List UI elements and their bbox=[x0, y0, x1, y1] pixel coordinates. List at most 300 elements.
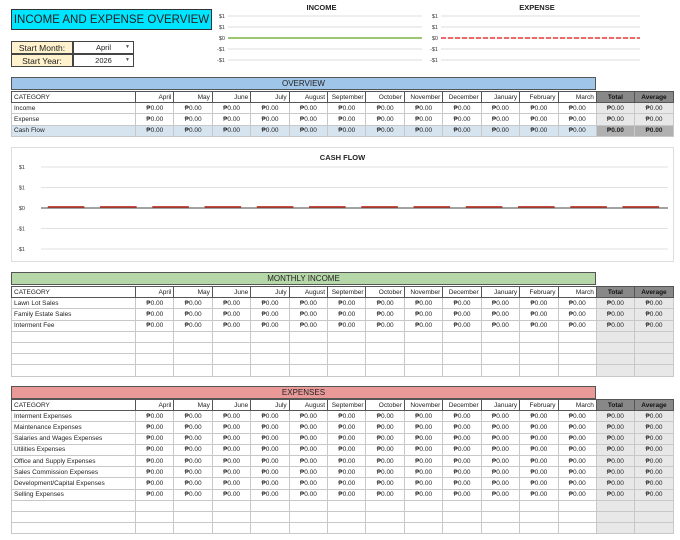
cell-value[interactable]: ₱0.00 bbox=[174, 298, 212, 309]
empty-cell[interactable] bbox=[634, 523, 673, 534]
cell-value[interactable]: ₱0.00 bbox=[289, 444, 327, 455]
empty-cell[interactable] bbox=[136, 342, 174, 353]
cell-value[interactable]: ₱0.00 bbox=[328, 478, 366, 489]
month-header: February bbox=[520, 92, 558, 103]
cell-value[interactable]: ₱0.00 bbox=[136, 125, 174, 136]
empty-cell[interactable] bbox=[404, 342, 442, 353]
empty-cell[interactable] bbox=[481, 500, 519, 511]
cell-value[interactable]: ₱0.00 bbox=[328, 411, 366, 422]
row-category[interactable]: Interment Fee bbox=[12, 320, 136, 331]
empty-cell[interactable] bbox=[596, 500, 634, 511]
empty-cell[interactable] bbox=[136, 365, 174, 376]
empty-cell[interactable] bbox=[404, 354, 442, 365]
empty-cell[interactable] bbox=[136, 511, 174, 522]
cell-value[interactable]: ₱0.00 bbox=[289, 298, 327, 309]
empty-cell[interactable] bbox=[481, 342, 519, 353]
cell-value[interactable]: ₱0.00 bbox=[136, 433, 174, 444]
cell-value[interactable]: ₱0.00 bbox=[136, 298, 174, 309]
cell-value[interactable]: ₱0.00 bbox=[558, 320, 596, 331]
cell-value[interactable]: ₱0.00 bbox=[251, 298, 289, 309]
empty-cell[interactable] bbox=[212, 511, 250, 522]
cell-value[interactable]: ₱0.00 bbox=[481, 411, 519, 422]
cell-value[interactable]: ₱0.00 bbox=[443, 298, 481, 309]
empty-cell[interactable] bbox=[289, 523, 327, 534]
empty-cell[interactable] bbox=[136, 354, 174, 365]
empty-cell[interactable] bbox=[174, 342, 212, 353]
cell-value[interactable]: ₱0.00 bbox=[212, 444, 250, 455]
empty-cell[interactable] bbox=[366, 365, 404, 376]
cell-value[interactable]: ₱0.00 bbox=[481, 309, 519, 320]
empty-cell[interactable] bbox=[289, 342, 327, 353]
cell-value[interactable]: ₱0.00 bbox=[136, 103, 174, 114]
row-category[interactable]: Development/Capital Expenses bbox=[12, 478, 136, 489]
empty-cell[interactable] bbox=[289, 511, 327, 522]
cell-value[interactable]: ₱0.00 bbox=[481, 489, 519, 500]
empty-cell[interactable] bbox=[366, 342, 404, 353]
cell-value[interactable]: ₱0.00 bbox=[251, 411, 289, 422]
cell-value[interactable]: ₱0.00 bbox=[212, 489, 250, 500]
start-month-select[interactable] bbox=[73, 41, 134, 54]
cell-value[interactable]: ₱0.00 bbox=[174, 444, 212, 455]
empty-cell[interactable] bbox=[366, 511, 404, 522]
cell-value[interactable]: ₱0.00 bbox=[251, 125, 289, 136]
empty-cell[interactable] bbox=[520, 511, 558, 522]
cell-value[interactable]: ₱0.00 bbox=[212, 467, 250, 478]
cell-value[interactable]: ₱0.00 bbox=[558, 455, 596, 466]
cell-value[interactable]: ₱0.00 bbox=[174, 489, 212, 500]
cell-value[interactable]: ₱0.00 bbox=[289, 125, 327, 136]
empty-cell[interactable] bbox=[634, 500, 673, 511]
row-category[interactable]: Lawn Lot Sales bbox=[12, 298, 136, 309]
cell-value[interactable]: ₱0.00 bbox=[443, 433, 481, 444]
cell-value[interactable]: ₱0.00 bbox=[520, 103, 558, 114]
empty-row bbox=[12, 500, 674, 511]
cell-value[interactable]: ₱0.00 bbox=[520, 489, 558, 500]
cell-value[interactable]: ₱0.00 bbox=[366, 478, 404, 489]
empty-cell[interactable] bbox=[12, 354, 136, 365]
empty-cell[interactable] bbox=[328, 342, 366, 353]
row-category[interactable]: Sales Commission Expenses bbox=[12, 467, 136, 478]
cell-value[interactable]: ₱0.00 bbox=[558, 411, 596, 422]
cell-value[interactable]: ₱0.00 bbox=[251, 114, 289, 125]
row-category[interactable]: Interment Expenses bbox=[12, 411, 136, 422]
monthly-income-section-title bbox=[11, 272, 596, 285]
cell-value[interactable]: ₱0.00 bbox=[520, 444, 558, 455]
row-category[interactable]: Office and Supply Expenses bbox=[12, 455, 136, 466]
empty-cell[interactable] bbox=[596, 331, 634, 342]
empty-cell[interactable] bbox=[443, 342, 481, 353]
empty-cell[interactable] bbox=[251, 342, 289, 353]
cell-value[interactable]: ₱0.00 bbox=[481, 320, 519, 331]
empty-cell[interactable] bbox=[174, 523, 212, 534]
empty-cell[interactable] bbox=[481, 511, 519, 522]
cell-value[interactable]: ₱0.00 bbox=[212, 309, 250, 320]
cell-value[interactable]: ₱0.00 bbox=[328, 467, 366, 478]
cell-value[interactable]: ₱0.00 bbox=[136, 114, 174, 125]
cell-value[interactable]: ₱0.00 bbox=[251, 444, 289, 455]
cell-value[interactable]: ₱0.00 bbox=[443, 114, 481, 125]
cell-value[interactable]: ₱0.00 bbox=[520, 125, 558, 136]
empty-cell[interactable] bbox=[443, 354, 481, 365]
empty-cell[interactable] bbox=[212, 365, 250, 376]
cell-value[interactable]: ₱0.00 bbox=[251, 455, 289, 466]
row-total: ₱0.00 bbox=[596, 411, 634, 422]
empty-cell[interactable] bbox=[12, 511, 136, 522]
empty-cell[interactable] bbox=[520, 365, 558, 376]
cell-value[interactable]: ₱0.00 bbox=[404, 433, 442, 444]
cell-value[interactable]: ₱0.00 bbox=[558, 422, 596, 433]
month-header: December bbox=[443, 400, 481, 411]
empty-cell[interactable] bbox=[558, 342, 596, 353]
cell-value[interactable]: ₱0.00 bbox=[174, 467, 212, 478]
cell-value[interactable]: ₱0.00 bbox=[443, 489, 481, 500]
cell-value[interactable]: ₱0.00 bbox=[174, 433, 212, 444]
cell-value[interactable]: ₱0.00 bbox=[136, 411, 174, 422]
cell-value[interactable]: ₱0.00 bbox=[558, 489, 596, 500]
empty-cell[interactable] bbox=[12, 342, 136, 353]
cell-value[interactable]: ₱0.00 bbox=[328, 103, 366, 114]
cell-value[interactable]: ₱0.00 bbox=[558, 467, 596, 478]
cell-value[interactable]: ₱0.00 bbox=[366, 103, 404, 114]
cell-value[interactable]: ₱0.00 bbox=[520, 411, 558, 422]
cell-value[interactable]: ₱0.00 bbox=[174, 114, 212, 125]
empty-cell[interactable] bbox=[443, 365, 481, 376]
empty-cell[interactable] bbox=[251, 523, 289, 534]
cell-value[interactable]: ₱0.00 bbox=[136, 467, 174, 478]
empty-cell[interactable] bbox=[558, 365, 596, 376]
cell-value[interactable]: ₱0.00 bbox=[212, 433, 250, 444]
cell-value[interactable]: ₱0.00 bbox=[328, 489, 366, 500]
cell-value[interactable]: ₱0.00 bbox=[289, 478, 327, 489]
empty-cell[interactable] bbox=[404, 500, 442, 511]
cell-value[interactable]: ₱0.00 bbox=[289, 422, 327, 433]
cell-value[interactable]: ₱0.00 bbox=[481, 125, 519, 136]
cell-value[interactable]: ₱0.00 bbox=[481, 114, 519, 125]
empty-cell[interactable] bbox=[136, 500, 174, 511]
empty-cell[interactable] bbox=[366, 331, 404, 342]
cell-value[interactable]: ₱0.00 bbox=[520, 114, 558, 125]
cell-value[interactable]: ₱0.00 bbox=[520, 422, 558, 433]
cell-value[interactable]: ₱0.00 bbox=[520, 467, 558, 478]
cell-value[interactable]: ₱0.00 bbox=[404, 455, 442, 466]
empty-cell[interactable] bbox=[212, 500, 250, 511]
start-year-select[interactable] bbox=[73, 54, 134, 67]
cell-value[interactable]: ₱0.00 bbox=[443, 411, 481, 422]
cell-value[interactable]: ₱0.00 bbox=[328, 444, 366, 455]
empty-cell[interactable] bbox=[596, 365, 634, 376]
cell-value[interactable]: ₱0.00 bbox=[212, 320, 250, 331]
empty-cell[interactable] bbox=[174, 354, 212, 365]
empty-cell[interactable] bbox=[481, 523, 519, 534]
cell-value[interactable]: ₱0.00 bbox=[289, 114, 327, 125]
empty-cell[interactable] bbox=[520, 523, 558, 534]
cell-value[interactable]: ₱0.00 bbox=[366, 125, 404, 136]
cell-value[interactable]: ₱0.00 bbox=[558, 114, 596, 125]
cell-value[interactable]: ₱0.00 bbox=[174, 103, 212, 114]
cell-value[interactable]: ₱0.00 bbox=[136, 320, 174, 331]
empty-cell[interactable] bbox=[481, 354, 519, 365]
cell-value[interactable]: ₱0.00 bbox=[404, 411, 442, 422]
empty-cell[interactable] bbox=[520, 500, 558, 511]
empty-cell[interactable] bbox=[558, 354, 596, 365]
cell-value[interactable]: ₱0.00 bbox=[212, 114, 250, 125]
empty-cell[interactable] bbox=[289, 500, 327, 511]
cell-value[interactable]: ₱0.00 bbox=[366, 433, 404, 444]
empty-cell[interactable] bbox=[366, 354, 404, 365]
cell-value[interactable]: ₱0.00 bbox=[404, 114, 442, 125]
empty-cell[interactable] bbox=[443, 500, 481, 511]
table-row bbox=[12, 411, 674, 422]
empty-cell[interactable] bbox=[558, 523, 596, 534]
empty-cell[interactable] bbox=[174, 331, 212, 342]
cell-value[interactable]: ₱0.00 bbox=[289, 455, 327, 466]
cell-value[interactable]: ₱0.00 bbox=[443, 455, 481, 466]
cell-value[interactable]: ₱0.00 bbox=[404, 125, 442, 136]
cell-value[interactable]: ₱0.00 bbox=[328, 114, 366, 125]
cell-value[interactable]: ₱0.00 bbox=[136, 422, 174, 433]
cell-value[interactable]: ₱0.00 bbox=[404, 309, 442, 320]
cell-value[interactable]: ₱0.00 bbox=[520, 309, 558, 320]
empty-cell[interactable] bbox=[251, 331, 289, 342]
cell-value[interactable]: ₱0.00 bbox=[328, 320, 366, 331]
empty-cell[interactable] bbox=[520, 354, 558, 365]
cell-value[interactable]: ₱0.00 bbox=[251, 422, 289, 433]
cell-value[interactable]: ₱0.00 bbox=[443, 444, 481, 455]
empty-cell[interactable] bbox=[289, 331, 327, 342]
cell-value[interactable]: ₱0.00 bbox=[174, 125, 212, 136]
cell-value[interactable]: ₱0.00 bbox=[520, 455, 558, 466]
cell-value[interactable]: ₱0.00 bbox=[404, 489, 442, 500]
cell-value[interactable]: ₱0.00 bbox=[174, 320, 212, 331]
empty-cell[interactable] bbox=[404, 331, 442, 342]
empty-cell[interactable] bbox=[212, 354, 250, 365]
month-header: September bbox=[328, 92, 366, 103]
cell-value[interactable]: ₱0.00 bbox=[520, 298, 558, 309]
row-category[interactable]: Expense bbox=[12, 114, 136, 125]
cell-value[interactable]: ₱0.00 bbox=[328, 298, 366, 309]
empty-cell[interactable] bbox=[212, 523, 250, 534]
cell-value[interactable]: ₱0.00 bbox=[481, 455, 519, 466]
cell-value[interactable]: ₱0.00 bbox=[520, 320, 558, 331]
cell-value[interactable]: ₱0.00 bbox=[366, 455, 404, 466]
cell-value[interactable]: ₱0.00 bbox=[251, 489, 289, 500]
empty-cell[interactable] bbox=[251, 354, 289, 365]
cell-value[interactable]: ₱0.00 bbox=[443, 103, 481, 114]
cell-value[interactable]: ₱0.00 bbox=[366, 444, 404, 455]
cell-value[interactable]: ₱0.00 bbox=[136, 309, 174, 320]
cell-value[interactable]: ₱0.00 bbox=[558, 478, 596, 489]
cell-value[interactable]: ₱0.00 bbox=[558, 298, 596, 309]
cell-value[interactable]: ₱0.00 bbox=[366, 467, 404, 478]
empty-cell[interactable] bbox=[596, 511, 634, 522]
empty-cell[interactable] bbox=[212, 342, 250, 353]
cell-value[interactable]: ₱0.00 bbox=[212, 103, 250, 114]
empty-cell[interactable] bbox=[328, 365, 366, 376]
empty-cell[interactable] bbox=[558, 331, 596, 342]
cell-value[interactable]: ₱0.00 bbox=[520, 433, 558, 444]
empty-cell[interactable] bbox=[328, 523, 366, 534]
cell-value[interactable]: ₱0.00 bbox=[251, 433, 289, 444]
cell-value[interactable]: ₱0.00 bbox=[136, 444, 174, 455]
cell-value[interactable]: ₱0.00 bbox=[366, 298, 404, 309]
cell-value[interactable]: ₱0.00 bbox=[289, 467, 327, 478]
cell-value[interactable]: ₱0.00 bbox=[212, 455, 250, 466]
cell-value[interactable]: ₱0.00 bbox=[289, 309, 327, 320]
empty-cell[interactable] bbox=[520, 331, 558, 342]
table-row bbox=[12, 489, 674, 500]
empty-cell[interactable] bbox=[404, 365, 442, 376]
empty-cell[interactable] bbox=[596, 523, 634, 534]
empty-cell[interactable] bbox=[12, 365, 136, 376]
cell-value[interactable]: ₱0.00 bbox=[481, 433, 519, 444]
empty-cell[interactable] bbox=[634, 365, 673, 376]
cell-value[interactable]: ₱0.00 bbox=[443, 125, 481, 136]
empty-cell[interactable] bbox=[366, 523, 404, 534]
empty-cell[interactable] bbox=[596, 354, 634, 365]
cell-value[interactable]: ₱0.00 bbox=[558, 433, 596, 444]
cell-value[interactable]: ₱0.00 bbox=[443, 320, 481, 331]
empty-cell[interactable] bbox=[634, 511, 673, 522]
cell-value[interactable]: ₱0.00 bbox=[212, 298, 250, 309]
cell-value[interactable]: ₱0.00 bbox=[443, 422, 481, 433]
cell-value[interactable]: ₱0.00 bbox=[366, 320, 404, 331]
cell-value[interactable]: ₱0.00 bbox=[174, 411, 212, 422]
empty-cell[interactable] bbox=[328, 354, 366, 365]
cell-value[interactable]: ₱0.00 bbox=[328, 433, 366, 444]
cell-value[interactable]: ₱0.00 bbox=[289, 433, 327, 444]
cell-value[interactable]: ₱0.00 bbox=[328, 309, 366, 320]
cell-value[interactable]: ₱0.00 bbox=[136, 478, 174, 489]
monthly-income-table bbox=[11, 286, 674, 377]
empty-cell[interactable] bbox=[328, 500, 366, 511]
empty-cell[interactable] bbox=[289, 354, 327, 365]
cell-value[interactable]: ₱0.00 bbox=[404, 444, 442, 455]
cell-value[interactable]: ₱0.00 bbox=[328, 455, 366, 466]
cell-value[interactable]: ₱0.00 bbox=[174, 455, 212, 466]
cell-value[interactable]: ₱0.00 bbox=[481, 422, 519, 433]
empty-cell[interactable] bbox=[174, 365, 212, 376]
empty-cell[interactable] bbox=[212, 331, 250, 342]
cell-value[interactable]: ₱0.00 bbox=[558, 103, 596, 114]
cell-value[interactable]: ₱0.00 bbox=[251, 478, 289, 489]
row-category[interactable]: Salaries and Wages Expenses bbox=[12, 433, 136, 444]
cell-value[interactable]: ₱0.00 bbox=[481, 467, 519, 478]
cell-value[interactable]: ₱0.00 bbox=[289, 411, 327, 422]
cell-value[interactable]: ₱0.00 bbox=[404, 478, 442, 489]
empty-cell[interactable] bbox=[328, 331, 366, 342]
cell-value[interactable]: ₱0.00 bbox=[558, 309, 596, 320]
cell-value[interactable]: ₱0.00 bbox=[251, 467, 289, 478]
cell-value[interactable]: ₱0.00 bbox=[404, 467, 442, 478]
cell-value[interactable]: ₱0.00 bbox=[481, 478, 519, 489]
row-category[interactable]: Income bbox=[12, 103, 136, 114]
cell-value[interactable]: ₱0.00 bbox=[212, 125, 250, 136]
cell-value[interactable]: ₱0.00 bbox=[328, 422, 366, 433]
empty-cell[interactable] bbox=[12, 331, 136, 342]
empty-cell[interactable] bbox=[136, 523, 174, 534]
cell-value[interactable]: ₱0.00 bbox=[136, 489, 174, 500]
empty-cell[interactable] bbox=[596, 342, 634, 353]
cell-value[interactable]: ₱0.00 bbox=[481, 103, 519, 114]
empty-cell[interactable] bbox=[520, 342, 558, 353]
cell-value[interactable]: ₱0.00 bbox=[251, 103, 289, 114]
cell-value[interactable]: ₱0.00 bbox=[404, 103, 442, 114]
empty-cell[interactable] bbox=[558, 500, 596, 511]
cell-value[interactable]: ₱0.00 bbox=[174, 478, 212, 489]
cell-value[interactable]: ₱0.00 bbox=[212, 422, 250, 433]
month-header: July bbox=[251, 400, 289, 411]
cell-value[interactable]: ₱0.00 bbox=[328, 125, 366, 136]
cell-value[interactable]: ₱0.00 bbox=[366, 114, 404, 125]
empty-cell[interactable] bbox=[366, 500, 404, 511]
cell-value[interactable]: ₱0.00 bbox=[558, 125, 596, 136]
empty-cell[interactable] bbox=[443, 511, 481, 522]
cell-value[interactable]: ₱0.00 bbox=[481, 444, 519, 455]
empty-cell[interactable] bbox=[634, 354, 673, 365]
cell-value[interactable]: ₱0.00 bbox=[174, 309, 212, 320]
cell-value[interactable]: ₱0.00 bbox=[251, 309, 289, 320]
empty-cell[interactable] bbox=[634, 342, 673, 353]
row-category[interactable]: Maintenance Expenses bbox=[12, 422, 136, 433]
cell-value[interactable]: ₱0.00 bbox=[558, 444, 596, 455]
empty-cell[interactable] bbox=[251, 500, 289, 511]
empty-cell[interactable] bbox=[558, 511, 596, 522]
cell-value[interactable]: ₱0.00 bbox=[366, 411, 404, 422]
cell-value[interactable]: ₱0.00 bbox=[251, 320, 289, 331]
cell-value[interactable]: ₱0.00 bbox=[174, 422, 212, 433]
cell-value[interactable]: ₱0.00 bbox=[404, 298, 442, 309]
cell-value[interactable]: ₱0.00 bbox=[289, 103, 327, 114]
empty-cell[interactable] bbox=[404, 523, 442, 534]
cell-value[interactable]: ₱0.00 bbox=[443, 478, 481, 489]
row-category[interactable]: Utilities Expenses bbox=[12, 444, 136, 455]
cell-value[interactable]: ₱0.00 bbox=[289, 320, 327, 331]
row-category[interactable]: Selling Expenses bbox=[12, 489, 136, 500]
empty-cell[interactable] bbox=[12, 523, 136, 534]
cell-value[interactable]: ₱0.00 bbox=[404, 320, 442, 331]
expense-chart-tick-label: $0 bbox=[431, 36, 438, 42]
empty-cell[interactable] bbox=[12, 500, 136, 511]
empty-cell[interactable] bbox=[136, 331, 174, 342]
empty-cell[interactable] bbox=[289, 365, 327, 376]
cell-value[interactable]: ₱0.00 bbox=[443, 467, 481, 478]
row-category[interactable]: Cash Flow bbox=[12, 125, 136, 136]
cell-value[interactable]: ₱0.00 bbox=[443, 309, 481, 320]
cell-value[interactable]: ₱0.00 bbox=[136, 455, 174, 466]
empty-cell[interactable] bbox=[174, 500, 212, 511]
empty-cell[interactable] bbox=[481, 365, 519, 376]
empty-cell[interactable] bbox=[251, 365, 289, 376]
row-category[interactable]: Family Estate Sales bbox=[12, 309, 136, 320]
cell-value[interactable]: ₱0.00 bbox=[212, 411, 250, 422]
empty-cell[interactable] bbox=[328, 511, 366, 522]
empty-cell[interactable] bbox=[481, 331, 519, 342]
empty-cell[interactable] bbox=[443, 523, 481, 534]
cell-value[interactable]: ₱0.00 bbox=[212, 478, 250, 489]
cell-value[interactable]: ₱0.00 bbox=[366, 309, 404, 320]
empty-cell[interactable] bbox=[634, 331, 673, 342]
empty-cell[interactable] bbox=[174, 511, 212, 522]
cell-value[interactable]: ₱0.00 bbox=[366, 422, 404, 433]
cell-value[interactable]: ₱0.00 bbox=[366, 489, 404, 500]
empty-cell[interactable] bbox=[251, 511, 289, 522]
cell-value[interactable]: ₱0.00 bbox=[481, 298, 519, 309]
cell-value[interactable]: ₱0.00 bbox=[289, 489, 327, 500]
cell-value[interactable]: ₱0.00 bbox=[404, 422, 442, 433]
empty-cell[interactable] bbox=[443, 331, 481, 342]
cell-value[interactable]: ₱0.00 bbox=[520, 478, 558, 489]
empty-cell[interactable] bbox=[404, 511, 442, 522]
